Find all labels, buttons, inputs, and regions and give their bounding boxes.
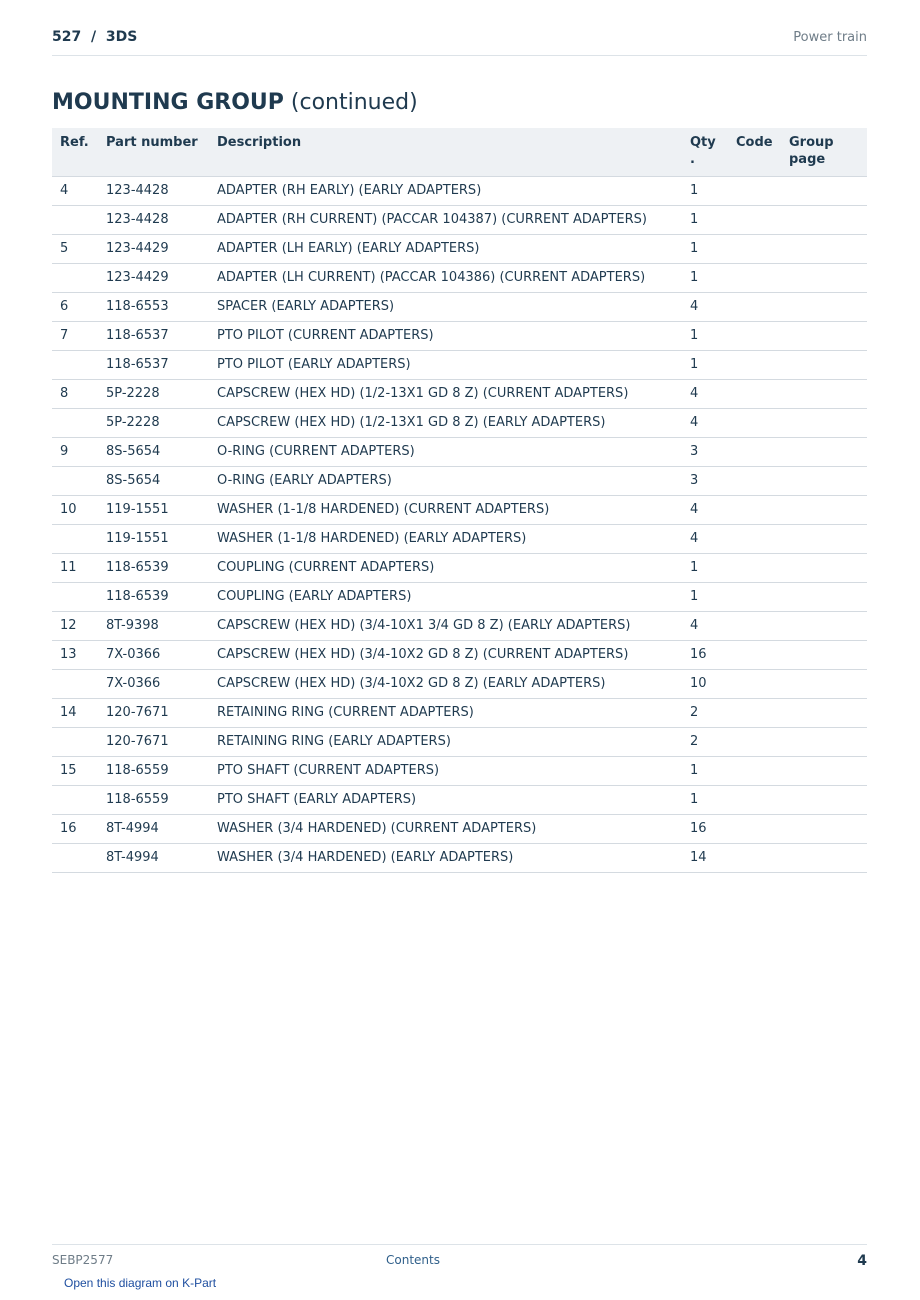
table-row [52, 698, 867, 727]
cell-part-number: 118-6537 [98, 321, 209, 350]
table-row [52, 814, 867, 843]
cell-group-page [781, 292, 867, 321]
cell-qty: 16 [682, 640, 728, 669]
cell-code [728, 234, 781, 263]
cell-description: O-RING (EARLY ADAPTERS) [209, 466, 682, 495]
cell-description: COUPLING (EARLY ADAPTERS) [209, 582, 682, 611]
cell-part-number: 119-1551 [98, 495, 209, 524]
cell-code [728, 495, 781, 524]
table-row [52, 379, 867, 408]
cell-ref [52, 350, 98, 379]
page-title [52, 90, 418, 115]
cell-part-number: 118-6559 [98, 785, 209, 814]
cell-code [728, 843, 781, 872]
cell-ref [52, 785, 98, 814]
cell-ref: 15 [52, 756, 98, 785]
cell-ref: 8 [52, 379, 98, 408]
column-header-code: Code [728, 128, 781, 176]
column-header-ref: Ref. [52, 128, 98, 176]
table-row [52, 205, 867, 234]
cell-part-number: 8T-4994 [98, 814, 209, 843]
cell-qty: 3 [682, 437, 728, 466]
table-row [52, 263, 867, 292]
cell-group-page [781, 756, 867, 785]
cell-group-page [781, 553, 867, 582]
cell-code [728, 205, 781, 234]
cell-description: CAPSCREW (HEX HD) (3/4-10X1 3/4 GD 8 Z) (EARLY ADAPTERS) [209, 611, 682, 640]
document-id: SEBP2577 [52, 1253, 114, 1267]
cell-description: PTO SHAFT (CURRENT ADAPTERS) [209, 756, 682, 785]
cell-description: RETAINING RING (EARLY ADAPTERS) [209, 727, 682, 756]
title-main: MOUNTING GROUP [52, 90, 284, 115]
cell-group-page [781, 437, 867, 466]
cell-part-number: 7X-0366 [98, 669, 209, 698]
cell-qty: 1 [682, 756, 728, 785]
cell-code [728, 640, 781, 669]
cell-qty: 1 [682, 350, 728, 379]
cell-group-page [781, 611, 867, 640]
cell-ref: 11 [52, 553, 98, 582]
table-row [52, 495, 867, 524]
cell-part-number: 8S-5654 [98, 437, 209, 466]
cell-code [728, 814, 781, 843]
cell-group-page [781, 263, 867, 292]
cell-description: PTO SHAFT (EARLY ADAPTERS) [209, 785, 682, 814]
parts-table [52, 128, 867, 873]
cell-part-number: 123-4429 [98, 234, 209, 263]
cell-qty: 1 [682, 785, 728, 814]
column-header-description: Description [209, 128, 682, 176]
cell-part-number: 7X-0366 [98, 640, 209, 669]
cell-qty: 4 [682, 292, 728, 321]
cell-group-page [781, 379, 867, 408]
table-row [52, 553, 867, 582]
cell-description: CAPSCREW (HEX HD) (3/4-10X2 GD 8 Z) (CURRENT ADAPTERS) [209, 640, 682, 669]
cell-group-page [781, 814, 867, 843]
column-header-group-page: Group page [781, 128, 867, 176]
cell-group-page [781, 698, 867, 727]
cell-description: CAPSCREW (HEX HD) (3/4-10X2 GD 8 Z) (EARLY ADAPTERS) [209, 669, 682, 698]
cell-group-page [781, 669, 867, 698]
cell-part-number: 8T-9398 [98, 611, 209, 640]
cell-qty: 2 [682, 698, 728, 727]
cell-part-number: 5P-2228 [98, 408, 209, 437]
table-row [52, 611, 867, 640]
cell-ref [52, 408, 98, 437]
cell-code [728, 350, 781, 379]
cell-group-page [781, 727, 867, 756]
cell-qty: 16 [682, 814, 728, 843]
page-number: 4 [857, 1253, 867, 1269]
cell-code [728, 669, 781, 698]
table-row [52, 843, 867, 872]
cell-description: CAPSCREW (HEX HD) (1/2-13X1 GD 8 Z) (EARLY ADAPTERS) [209, 408, 682, 437]
cell-ref: 16 [52, 814, 98, 843]
cell-qty: 3 [682, 466, 728, 495]
cell-qty: 4 [682, 379, 728, 408]
cell-code [728, 437, 781, 466]
cell-group-page [781, 205, 867, 234]
cell-ref [52, 669, 98, 698]
cell-code [728, 611, 781, 640]
cell-code [728, 292, 781, 321]
cell-ref: 12 [52, 611, 98, 640]
cell-group-page [781, 408, 867, 437]
cell-qty: 1 [682, 553, 728, 582]
column-header-qty: Qty . [682, 128, 728, 176]
cell-description: WASHER (1-1/8 HARDENED) (EARLY ADAPTERS) [209, 524, 682, 553]
cell-part-number: 5P-2228 [98, 379, 209, 408]
title-suffix: (continued) [290, 90, 418, 115]
cell-description: WASHER (3/4 HARDENED) (EARLY ADAPTERS) [209, 843, 682, 872]
cell-qty: 2 [682, 727, 728, 756]
cell-qty: 4 [682, 611, 728, 640]
page-header [52, 28, 867, 56]
cell-ref: 7 [52, 321, 98, 350]
cell-group-page [781, 524, 867, 553]
cell-part-number: 118-6559 [98, 756, 209, 785]
cell-description: PTO PILOT (EARLY ADAPTERS) [209, 350, 682, 379]
cell-description: ADAPTER (RH EARLY) (EARLY ADAPTERS) [209, 176, 682, 205]
contents-link[interactable]: Contents [386, 1253, 440, 1267]
cell-ref [52, 582, 98, 611]
cell-code [728, 756, 781, 785]
table-row [52, 234, 867, 263]
cell-ref: 14 [52, 698, 98, 727]
cell-description: ADAPTER (LH EARLY) (EARLY ADAPTERS) [209, 234, 682, 263]
cell-code [728, 466, 781, 495]
cell-ref: 13 [52, 640, 98, 669]
cell-ref [52, 263, 98, 292]
table-header-row [52, 128, 867, 176]
cell-description: COUPLING (CURRENT ADAPTERS) [209, 553, 682, 582]
cell-qty: 4 [682, 495, 728, 524]
breadcrumb: 527 / 3DS [52, 29, 138, 45]
cell-code [728, 785, 781, 814]
cell-qty: 10 [682, 669, 728, 698]
cell-qty: 1 [682, 582, 728, 611]
cell-code [728, 263, 781, 292]
cell-part-number: 118-6537 [98, 350, 209, 379]
cell-part-number: 118-6539 [98, 582, 209, 611]
cell-description: WASHER (3/4 HARDENED) (CURRENT ADAPTERS) [209, 814, 682, 843]
cell-qty: 1 [682, 321, 728, 350]
cell-part-number: 118-6539 [98, 553, 209, 582]
cell-group-page [781, 843, 867, 872]
cell-description: PTO PILOT (CURRENT ADAPTERS) [209, 321, 682, 350]
cell-part-number: 123-4428 [98, 205, 209, 234]
table-row [52, 524, 867, 553]
cell-qty: 1 [682, 263, 728, 292]
cell-code [728, 582, 781, 611]
cell-group-page [781, 176, 867, 205]
cell-group-page [781, 640, 867, 669]
cell-qty: 14 [682, 843, 728, 872]
cell-description: RETAINING RING (CURRENT ADAPTERS) [209, 698, 682, 727]
cell-part-number: 120-7671 [98, 698, 209, 727]
cell-qty: 1 [682, 176, 728, 205]
cell-group-page [781, 234, 867, 263]
open-k-part-link[interactable]: Open this diagram on K-Part [64, 1276, 217, 1290]
cell-part-number: 119-1551 [98, 524, 209, 553]
table-row [52, 466, 867, 495]
cell-ref [52, 843, 98, 872]
cell-part-number: 123-4428 [98, 176, 209, 205]
table-row [52, 640, 867, 669]
table-row [52, 408, 867, 437]
cell-ref: 9 [52, 437, 98, 466]
cell-ref: 10 [52, 495, 98, 524]
cell-description: ADAPTER (RH CURRENT) (PACCAR 104387) (CURRENT ADAPTERS) [209, 205, 682, 234]
cell-code [728, 321, 781, 350]
parts-table-body [52, 176, 867, 872]
table-row [52, 292, 867, 321]
cell-code [728, 408, 781, 437]
cell-description: O-RING (CURRENT ADAPTERS) [209, 437, 682, 466]
cell-description: CAPSCREW (HEX HD) (1/2-13X1 GD 8 Z) (CURRENT ADAPTERS) [209, 379, 682, 408]
cell-group-page [781, 350, 867, 379]
table-row [52, 176, 867, 205]
cell-qty: 1 [682, 205, 728, 234]
cell-part-number: 123-4429 [98, 263, 209, 292]
cell-qty: 4 [682, 408, 728, 437]
table-row [52, 669, 867, 698]
table-row [52, 437, 867, 466]
table-row [52, 756, 867, 785]
cell-part-number: 120-7671 [98, 727, 209, 756]
footer-divider [52, 1244, 867, 1245]
column-header-part-number: Part number [98, 128, 209, 176]
table-row [52, 350, 867, 379]
cell-qty: 1 [682, 234, 728, 263]
cell-ref: 5 [52, 234, 98, 263]
cell-part-number: 118-6553 [98, 292, 209, 321]
cell-ref: 6 [52, 292, 98, 321]
table-row [52, 785, 867, 814]
cell-group-page [781, 582, 867, 611]
cell-part-number: 8S-5654 [98, 466, 209, 495]
cell-code [728, 698, 781, 727]
cell-code [728, 379, 781, 408]
cell-group-page [781, 321, 867, 350]
section-name: Power train [793, 30, 867, 45]
cell-description: ADAPTER (LH CURRENT) (PACCAR 104386) (CURRENT ADAPTERS) [209, 263, 682, 292]
table-row [52, 727, 867, 756]
cell-ref: 4 [52, 176, 98, 205]
cell-code [728, 176, 781, 205]
cell-code [728, 553, 781, 582]
cell-group-page [781, 785, 867, 814]
cell-ref [52, 205, 98, 234]
cell-part-number: 8T-4994 [98, 843, 209, 872]
cell-code [728, 727, 781, 756]
table-row [52, 321, 867, 350]
cell-description: WASHER (1-1/8 HARDENED) (CURRENT ADAPTERS) [209, 495, 682, 524]
cell-description: SPACER (EARLY ADAPTERS) [209, 292, 682, 321]
cell-ref [52, 524, 98, 553]
cell-ref [52, 727, 98, 756]
cell-group-page [781, 466, 867, 495]
cell-group-page [781, 495, 867, 524]
cell-code [728, 524, 781, 553]
table-row [52, 582, 867, 611]
cell-qty: 4 [682, 524, 728, 553]
cell-ref [52, 466, 98, 495]
